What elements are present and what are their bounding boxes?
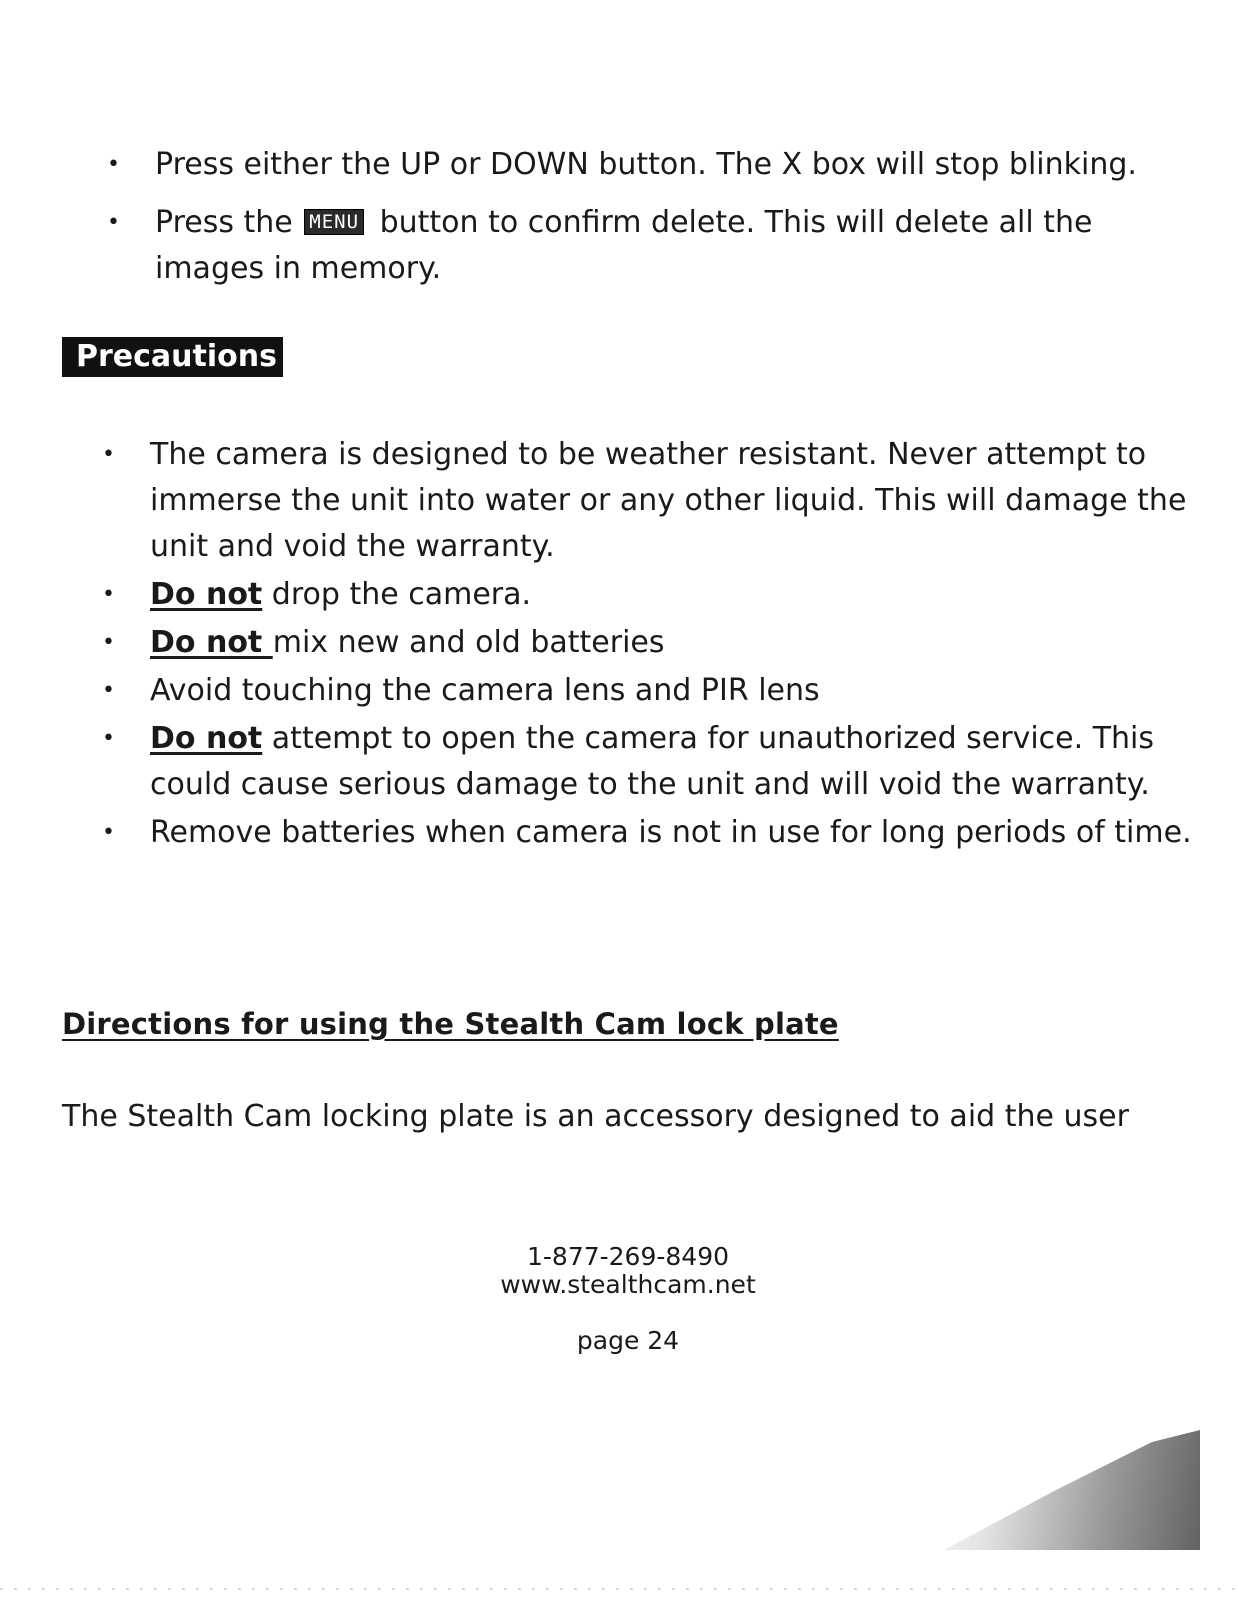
bullet-icon: •	[102, 678, 115, 703]
bullet-icon: •	[102, 582, 115, 607]
bullet-icon: •	[107, 152, 120, 177]
list-item	[102, 620, 1195, 666]
list-item-text: Remove batteries when camera is not in use for long periods of time.	[150, 815, 1192, 850]
list-item	[107, 200, 1195, 292]
list-item-text: drop the camera.	[262, 577, 532, 612]
menu-key-icon: MENU	[304, 209, 364, 235]
bullet-icon: •	[107, 210, 120, 235]
delete-steps-list	[107, 142, 1195, 304]
list-item	[102, 668, 1195, 714]
list-item-text: Avoid touching the camera lens and PIR lens	[150, 673, 820, 708]
footer-phone: 1-877-269-8490	[526, 1242, 730, 1271]
precautions-list	[102, 432, 1195, 858]
list-item	[102, 716, 1195, 808]
bullet-icon: •	[102, 726, 115, 751]
scan-edge-noise	[0, 1588, 1238, 1590]
bullet-icon: •	[102, 820, 115, 845]
list-item-text: attempt to open the camera for unauthorized service. This could cause serious damage to the unit and will void the warranty.	[150, 721, 1155, 802]
bullet-icon: •	[102, 630, 115, 655]
list-item	[107, 142, 1195, 188]
list-item-text-before: Press the	[155, 205, 293, 240]
lock-plate-paragraph: The Stealth Cam locking plate is an accessory designed to aid the user	[62, 1099, 1129, 1134]
do-not-emphasis: Do not	[150, 625, 273, 660]
list-item-text: mix new and old batteries	[272, 625, 665, 660]
footer-website: www.stealthcam.net	[500, 1270, 756, 1299]
page-number: page 24	[576, 1326, 680, 1355]
do-not-emphasis: Do not	[150, 721, 263, 756]
list-item	[102, 810, 1195, 856]
do-not-emphasis: Do not	[150, 577, 263, 612]
bullet-icon: •	[102, 442, 115, 467]
precautions-header: Precautions	[62, 337, 283, 377]
list-item	[102, 572, 1195, 618]
list-item-text: The camera is designed to be weather resistant. Never attempt to immerse the unit into water or any other liquid. This will damage the unit and void the warranty.	[150, 437, 1187, 564]
list-item	[102, 432, 1195, 570]
scan-shadow	[880, 1430, 1200, 1550]
lock-plate-heading: Directions for using the Stealth Cam lock plate	[62, 1007, 839, 1041]
list-item-text: Press either the UP or DOWN button. The X box will stop blinking.	[155, 147, 1137, 182]
list-item-text-after: button to confirm delete. This will delete all the images in memory.	[155, 205, 1093, 286]
